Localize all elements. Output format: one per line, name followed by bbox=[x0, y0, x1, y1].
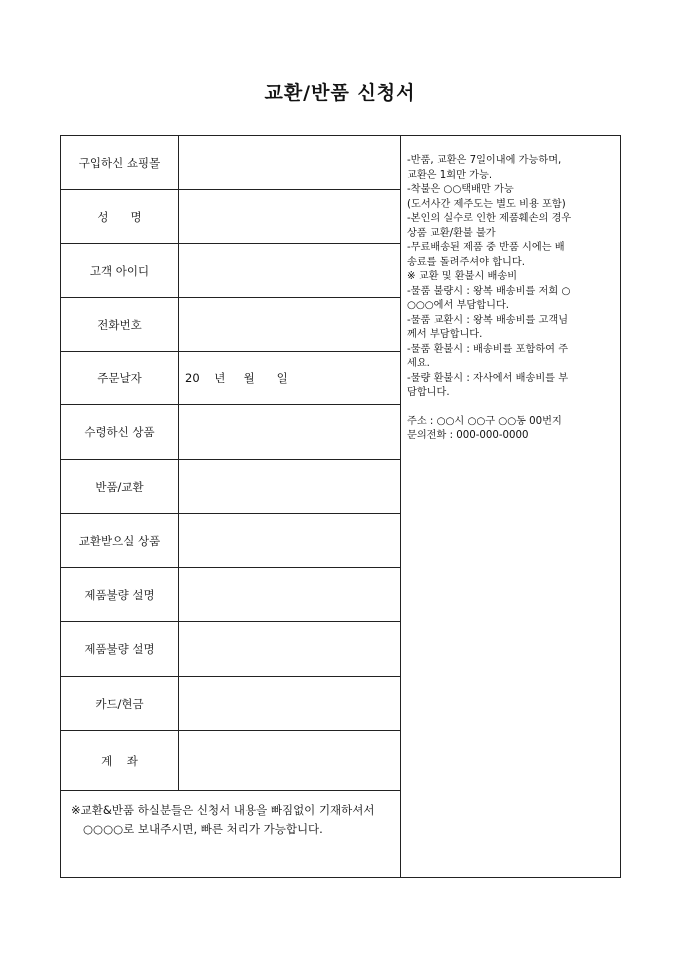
field-value[interactable] bbox=[179, 677, 400, 730]
info-line: -물품 불량시 : 왕복 배송비를 저희 ○ bbox=[407, 285, 571, 297]
field-label: 구입하신 쇼핑몰 bbox=[61, 136, 179, 189]
form-row-defect-description bbox=[61, 622, 400, 677]
form-row-account bbox=[61, 731, 400, 791]
form-row-name bbox=[61, 190, 400, 244]
form-row-received-product bbox=[61, 405, 400, 460]
form-row-defect-description bbox=[61, 568, 400, 622]
field-value[interactable] bbox=[179, 514, 400, 567]
info-line: -물품 환불시 : 배송비를 포함하여 주 bbox=[407, 343, 569, 355]
field-value[interactable] bbox=[179, 244, 400, 297]
application-form bbox=[60, 135, 621, 878]
info-line: -착불은 ○○택배만 가능 bbox=[407, 184, 514, 195]
field-value[interactable]: 20 년 월 일 bbox=[185, 371, 288, 385]
field-label: 성 명 bbox=[61, 190, 179, 243]
form-row-return-exchange bbox=[61, 460, 400, 514]
form-row-payment-method bbox=[61, 677, 400, 731]
field-label: 제품불량 설명 bbox=[61, 622, 179, 676]
field-value[interactable] bbox=[179, 622, 400, 676]
field-value[interactable] bbox=[179, 460, 400, 513]
submission-note bbox=[61, 791, 400, 879]
field-label: 교환받으실 상품 bbox=[61, 514, 179, 567]
field-label: 카드/현금 bbox=[61, 677, 179, 730]
field-label: 수령하신 상품 bbox=[61, 405, 179, 459]
policy-info-section bbox=[402, 136, 620, 877]
field-label: 주문날자 bbox=[61, 352, 179, 404]
info-line: -무료배송된 제품 중 반품 시에는 배 bbox=[407, 242, 565, 253]
form-row-customer-id bbox=[61, 244, 400, 298]
page-title: 교환/반품 신청서 bbox=[264, 82, 416, 104]
info-line: -반품, 교환은 7일이내에 가능하며, bbox=[407, 155, 562, 166]
field-label: 반품/교환 bbox=[61, 460, 179, 513]
form-row-order-date bbox=[61, 352, 400, 405]
info-line: 담합니다. bbox=[407, 387, 450, 398]
field-value[interactable] bbox=[179, 405, 400, 459]
info-line: ※ 교환 및 환불시 배송비 bbox=[407, 271, 518, 282]
field-value[interactable] bbox=[179, 568, 400, 621]
info-line: 세요. bbox=[407, 358, 430, 369]
info-line: 상품 교환/환불 불가 bbox=[407, 227, 496, 239]
form-row-shopping-mall bbox=[61, 136, 400, 190]
field-label: 고객 아이디 bbox=[61, 244, 179, 297]
info-line: -물량 환불시 : 자사에서 배송비를 부 bbox=[407, 372, 569, 384]
info-line: ○○○에서 부담합니다. bbox=[407, 300, 510, 311]
info-line: 송료를 돌려주셔야 합니다. bbox=[407, 256, 525, 268]
address-text: 주소 : ○○시 ○○구 ○○동 00번지 bbox=[407, 415, 562, 427]
field-value[interactable] bbox=[179, 190, 400, 243]
info-line: 교환은 1회만 가능. bbox=[407, 169, 493, 181]
info-line: (도서사간 제주도는 별도 비용 포함) bbox=[407, 198, 566, 210]
info-line: -물품 교환시 : 왕복 배송비를 고객님 bbox=[407, 314, 569, 326]
field-value[interactable] bbox=[179, 298, 400, 351]
form-row-phone bbox=[61, 298, 400, 352]
phone-text: 문의전화 : 000-000-0000 bbox=[407, 430, 529, 441]
field-label: 전화번호 bbox=[61, 298, 179, 351]
form-row-exchange-product bbox=[61, 514, 400, 568]
info-line: -본인의 실수로 인한 제품훼손의 경우 bbox=[407, 213, 572, 224]
field-label: 제품불량 설명 bbox=[61, 568, 179, 621]
note-text: ※교환&반품 하실분들은 신청서 내용을 빠짐없이 기재하셔서 ○○○○로 보내주시면, 빠른 처리가 가능합니다. bbox=[71, 803, 375, 836]
info-line: 께서 부담합니다. bbox=[407, 329, 483, 340]
form-fields-section bbox=[61, 136, 401, 877]
field-value[interactable] bbox=[179, 731, 400, 790]
field-label: 계 좌 bbox=[61, 731, 179, 790]
field-value[interactable] bbox=[179, 136, 400, 189]
